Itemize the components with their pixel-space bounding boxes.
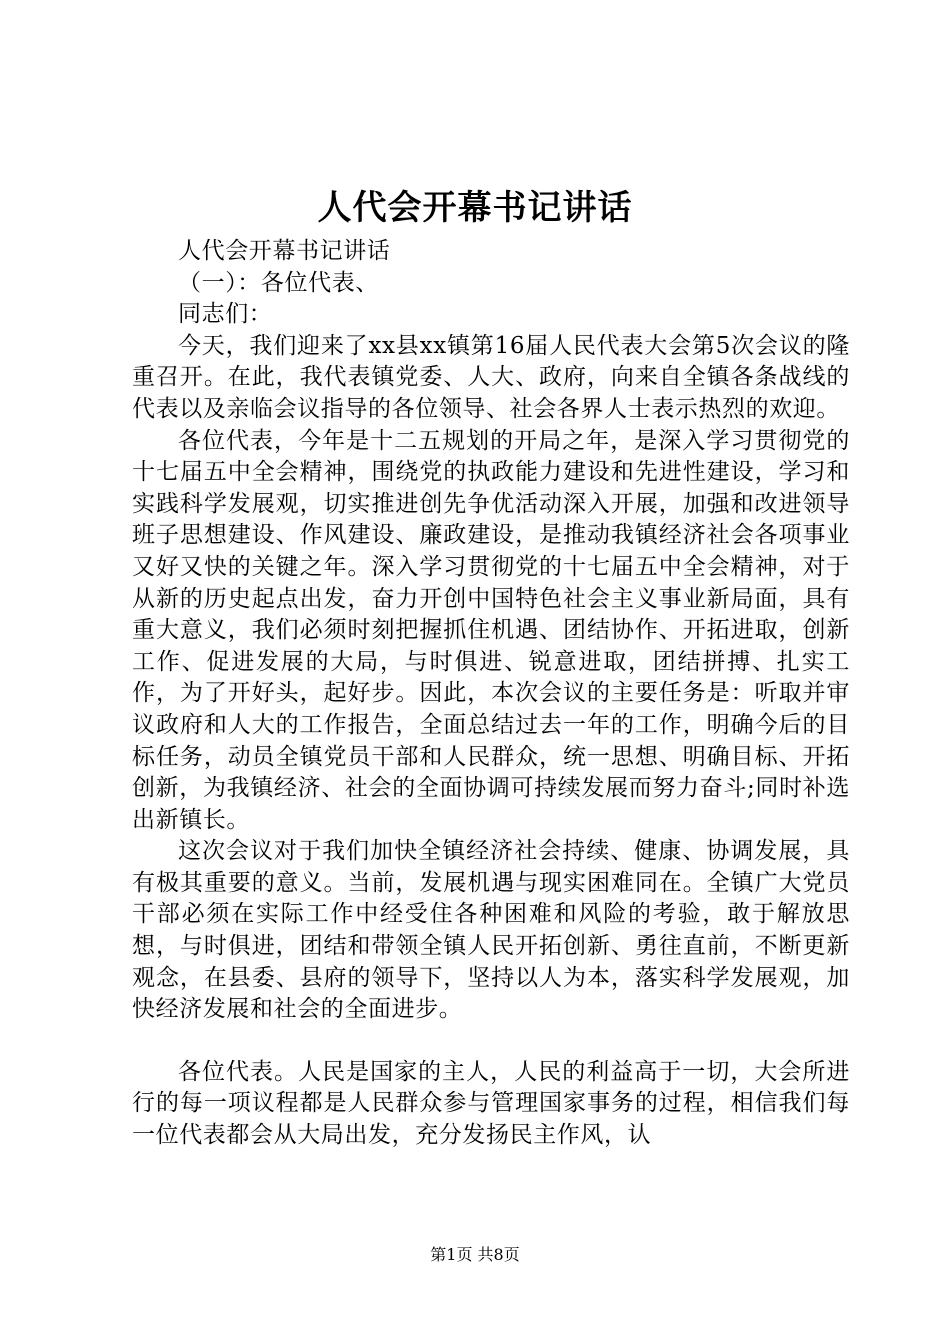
paragraph-salutation-2: 同志们：	[178, 301, 273, 328]
paragraph-tasks: 各位代表，今年是十二五规划的开局之年，是深入学习贯彻党的十七届五中全会精神，围绕党的执政能力建设和先进性建设，学习和实践科学发展观，切实推进创先争优活动深入开展，加强和改进领导班子思想建设、作风建设、廉政建设，是推动我镇经济社会各项事业又好又快的关键之年。深入学习贯彻党的十七届五中全会精神，对于从新的历史起点出发，奋力开创中国特色社会主义事业新局面，具有重大意义，我们必须时刻把握抓住机遇、团结协作、开拓进取，创新工作、促进发展的大局，与时俱进、锐意进取，团结拼搏、扎实工作，为了开好头，起好步。因此，本次会议的主要任务是：听取并审议政府和人大的工作报告，全面总结过去一年的工作，明确今后的目标任务，动员全镇党员干部和人民群众，统一思想、明确目标、开拓创新，为我镇经济、社会的全面协调可持续发展而努力奋斗;同时补选出新镇长。	[132, 427, 850, 833]
paragraph-significance: 这次会议对于我们加快全镇经济社会持续、健康、协调发展，具有极其重要的意义。当前，发展机遇与现实困难同在。全镇广大党员干部必须在实际工作中经受住各种困难和风险的考验，敢于解放思想，与时俱进，团结和带领全镇人民开拓创新、勇往直前，不断更新观念，在县委、县府的领导下，坚持以人为本，落实科学发展观，加快经济发展和社会的全面进步。	[132, 838, 850, 1023]
paragraph-opening: 今天，我们迎来了xx县xx镇第16届人民代表大会第5次会议的隆重召开。在此，我代表镇党委、人大、政府，向来自全镇各条战线的代表以及亲临会议指导的各位领导、社会各界人士表示热烈的欢迎。	[132, 332, 850, 422]
paragraph-subtitle: 人代会开幕书记讲话	[178, 238, 391, 264]
document-title: 人代会开幕书记讲话	[317, 188, 633, 228]
page-number-footer: 第1页 共8页	[430, 1245, 520, 1264]
document-body	[132, 236, 850, 1152]
paragraph-representatives: 各位代表。人民是国家的主人，人民的利益高于一切，大会所进行的每一项议程都是人民群众参与管理国家事务的过程，相信我们每一位代表都会从大局出发，充分发扬民主作风，认	[132, 1058, 850, 1149]
paragraph-salutation-1: （一）：各位代表、	[178, 269, 379, 296]
